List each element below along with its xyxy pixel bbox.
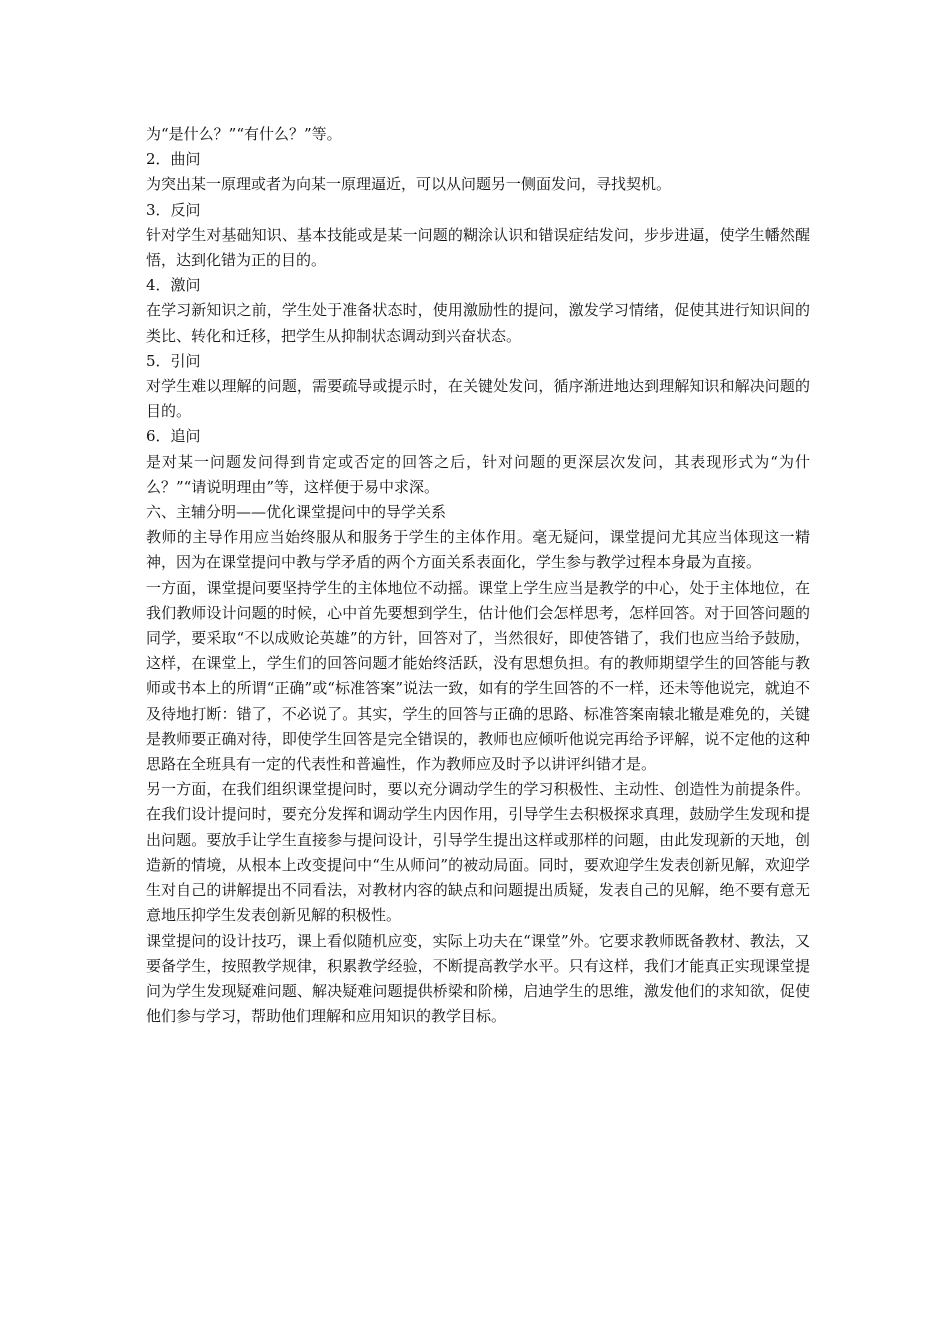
paragraph: 对学生难以理解的问题，需要疏导或提示时，在关键处发问，循序渐进地达到理解知识和解决问题的目的。: [146, 377, 810, 421]
paragraph: 在学习新知识之前，学生处于准备状态时，使用激励性的提问，激发学习情绪，促使其进行知识间的类比、转化和迁移，把学生从抑制状态调动到兴奋状态。: [146, 301, 810, 345]
paragraph: 针对学生对基础知识、基本技能或是某一问题的糊涂认识和错误症结发问，步步进逼，使学生幡然醒悟，达到化错为正的目的。: [146, 225, 810, 270]
paragraph: 为突出某一原理或者为向某一原理逼近，可以从问题另一侧面发问，寻找契机。: [146, 175, 672, 194]
document-body: [146, 122, 810, 1029]
paragraph: 一方面，课堂提问要坚持学生的主体地位不动摇。课堂上学生应当是教学的中心，处于主体地位，在我们教师设计问题的时候，心中首先要想到学生，估计他们会怎样思考，怎样回答。对于回答问题的同学，要采取“不以成败论英雄”的方针，回答对了，当然很好，即使答错了，我们也应当给予鼓励，这样，在课堂上，学生们的回答问题才能始终活跃，没有思想负担。有的教师期望学生的回答能与教师或书本上的所谓“正确”或“标准答案”说法一致，如有的学生回答的不一样，还未等他说完，就迫不及待地打断：错了，不必说了。其实，学生的回答与正确的思路、标准答案南辕北辙是难免的，关键是教师要正确对待，即使学生回答是完全错误的，教师也应倾听他说完再给予评解，说不定他的这种思路在全班具有一定的代表性和普遍性，作为教师应及时予以讲评纠错才是。: [146, 578, 810, 774]
paragraph: 为“是什么？”“有什么？”等。: [146, 125, 342, 143]
paragraph: 另一方面，在我们组织课堂提问时，要以充分调动学生的学习积极性、主动性、创造性为前提条件。在我们设计提问时，要充分发挥和调动学生内因作用，引导学生去积极探求真理，鼓励学生发现和提出问题。要放手让学生直接参与提问设计，引导学生提出这样或那样的问题，由此发现新的天地，创造新的情境，从根本上改变提问中“生从师问”的被动局面。同时，要欢迎学生发表创新见解，欢迎学生对自己的讲解提出不同看法，对教材内容的缺点和问题提出质疑，发表自己的见解，绝不要有意无意地压抑学生发表创新见解的积极性。: [146, 780, 810, 925]
chapter-heading: 六、主辅分明——优化课堂提问中的导学关系: [146, 503, 447, 522]
paragraph: 教师的主导作用应当始终服从和服务于学生的主体作用。毫无疑问，课堂提问尤其应当体现这一精神，因为在课堂提问中教与学矛盾的两个方面关系表面化，学生参与教学过程本身最为直接。: [146, 528, 810, 572]
section-heading: 3．反问: [146, 200, 201, 219]
section-heading: 2．曲问: [146, 150, 201, 169]
section-heading: 5．引问: [146, 351, 201, 370]
paragraph: 是对某一问题发问得到肯定或否定的回答之后，针对问题的更深层次发问，其表现形式为“为什么？”“请说明理由”等，这样便于易中求深。: [146, 452, 810, 496]
section-heading: 6．追问: [146, 427, 201, 446]
paragraph: 课堂提问的设计技巧，课上看似随机应变，实际上功夫在“课堂”外。它要求教师既备教材、教法，又要备学生，按照教学规律，积累教学经验，不断提高教学水平。只有这样，我们才能真正实现课堂提问为学生发现疑难问题、解决疑难问题提供桥梁和阶梯，启迪学生的思维，激发他们的求知欲，促使他们参与学习，帮助他们理解和应用知识的教学目标。: [146, 931, 810, 1026]
section-heading: 4．激问: [146, 276, 201, 295]
